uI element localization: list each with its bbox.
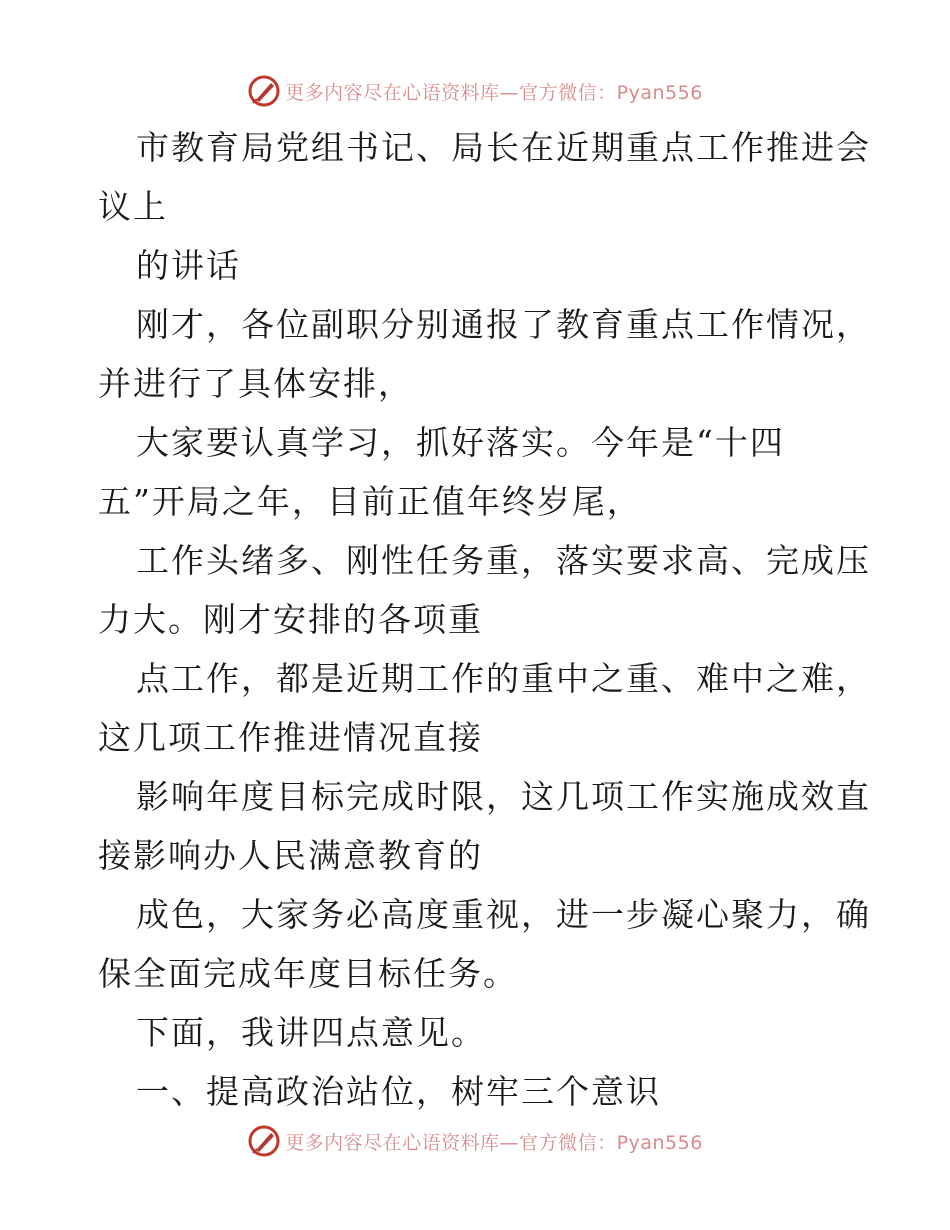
title-line-1: 市教育局党组书记、局长在近期重点工作推进会 bbox=[136, 128, 871, 167]
paragraph-line: 并进行了具体安排， bbox=[98, 364, 413, 403]
watermark-text: 更多内容尽在心语资料库—官方微信：Pyan556 bbox=[285, 1131, 703, 1154]
header-watermark bbox=[0, 71, 950, 111]
footer-watermark bbox=[0, 1121, 950, 1161]
paragraph-line: 五”开局之年，目前正值年终岁尾， bbox=[98, 482, 642, 521]
paragraph-line: 工作头绪多、刚性任务重，落实要求高、完成压 bbox=[136, 541, 871, 580]
paragraph-line: 刚才，各位副职分别通报了教育重点工作情况， bbox=[136, 305, 871, 344]
title-line-3: 的讲话 bbox=[136, 246, 241, 285]
quill-seal-icon bbox=[247, 74, 281, 108]
paragraph-line: 成色，大家务必高度重视，进一步凝心聚力，确 bbox=[136, 895, 871, 934]
paragraph-line: 这几项工作推进情况直接 bbox=[98, 718, 483, 757]
title-line-2: 议上 bbox=[98, 187, 168, 226]
paragraph-line: 下面，我讲四点意见。 bbox=[136, 1013, 486, 1052]
quill-seal-icon bbox=[247, 1124, 281, 1158]
section-heading: 一、提高政治站位，树牢三个意识 bbox=[136, 1072, 661, 1111]
paragraph-line: 大家要认真学习，抓好落实。今年是“十四 bbox=[136, 423, 785, 462]
paragraph-line: 力大。刚才安排的各项重 bbox=[98, 600, 483, 639]
paragraph-line: 接影响办人民满意教育的 bbox=[98, 836, 483, 875]
paragraph-line: 点工作，都是近期工作的重中之重、难中之难， bbox=[136, 659, 871, 698]
paragraph-line: 保全面完成年度目标任务。 bbox=[98, 954, 518, 993]
document-body bbox=[98, 118, 871, 1121]
watermark-text: 更多内容尽在心语资料库—官方微信：Pyan556 bbox=[285, 81, 703, 104]
paragraph-line: 影响年度目标完成时限，这几项工作实施成效直 bbox=[136, 777, 871, 816]
